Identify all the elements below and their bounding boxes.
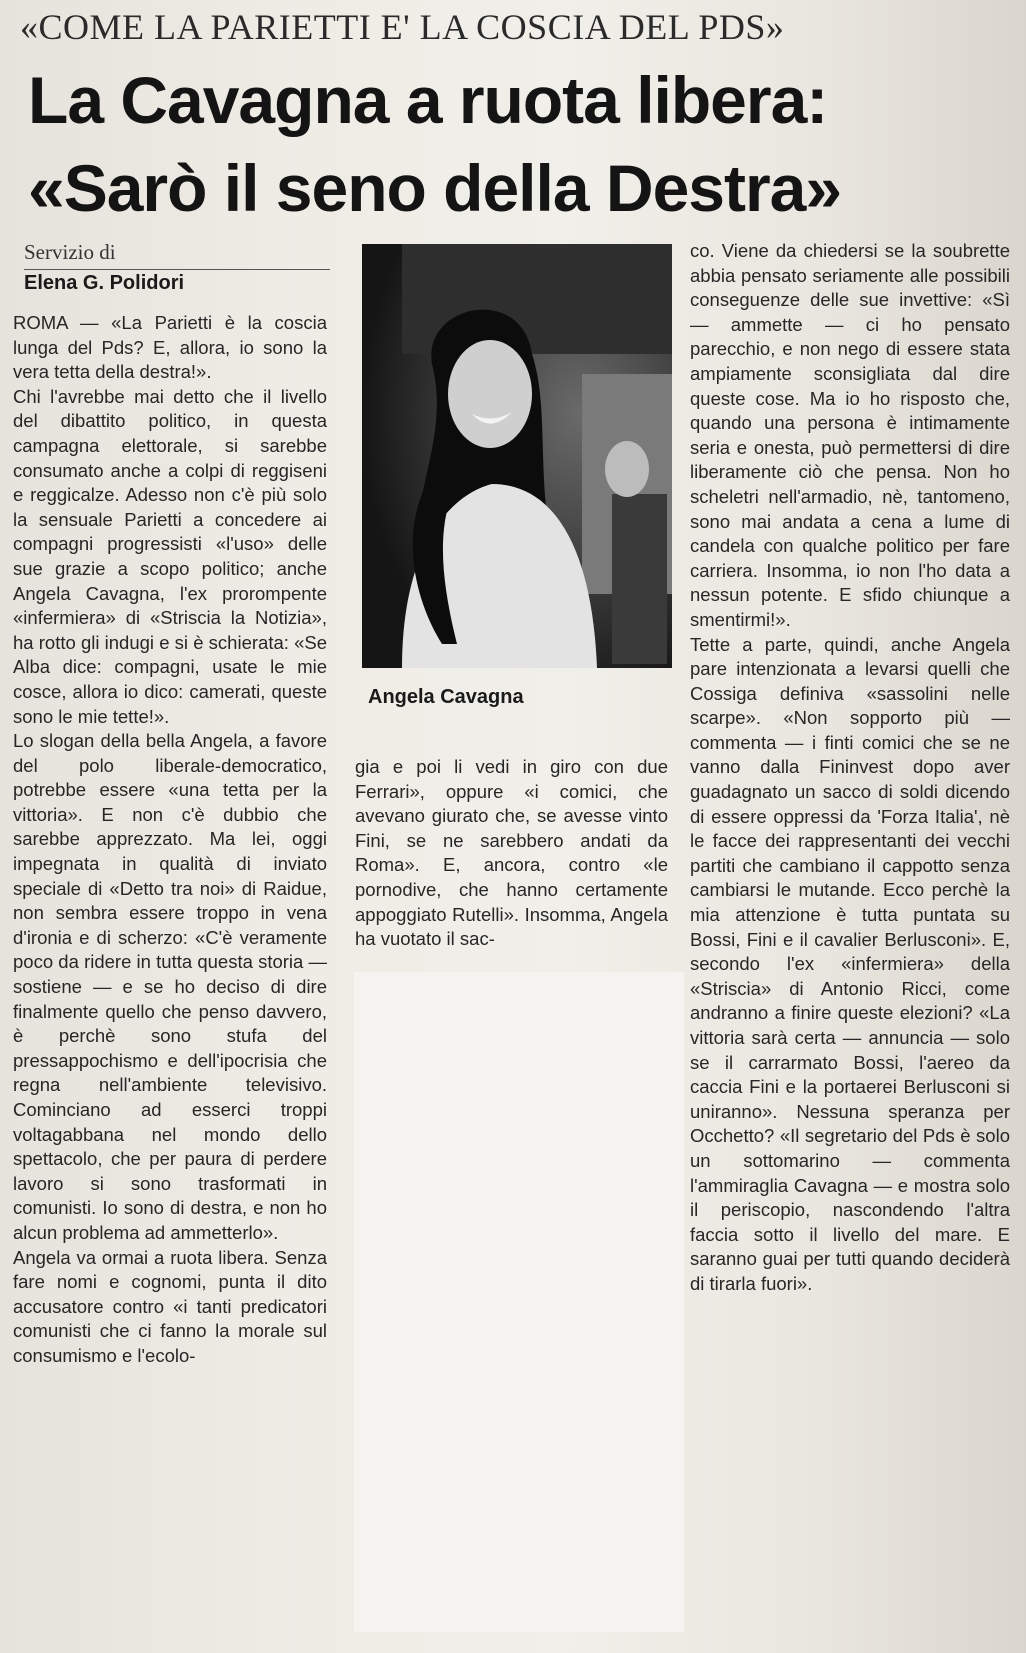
- photo-caption: Angela Cavagna: [368, 686, 524, 708]
- article-column-3: [690, 239, 1010, 1297]
- kicker-headline: «COME LA PARIETTI E' LA COSCIA DEL PDS»: [20, 7, 785, 47]
- main-headline-line-1: La Cavagna a ruota libera:: [28, 63, 828, 137]
- article-column-1: [13, 311, 327, 1369]
- byline-author: Elena G. Polidori: [24, 272, 185, 294]
- paragraph: gia e poi li vedi in giro con due Ferrari», oppure «i comici, che avevano giurato che, se avesse vinto Fini, se ne sarebbero andati da Roma». E, ancora, contro «le pornodive, che hanno certamente appoggiato Rutelli». Insomma, Angela ha vuotato il sac-: [355, 756, 668, 950]
- paragraph: co. Viene da chiedersi se la soubrette abbia pensato seriamente alle possibili conseguenze delle sue invettive: «Sì — ammette — ci ho pensato parecchio, e non nego di essere stata ampiamente sconsigliata dal dire queste cose. Ma io ho risposto che, quando una persona è intimamente seria e onesta, può permettersi di dire liberamente ciò che pensa. Non ho scheletri nell'armadio, nè, tantomeno, sono mai andata a cena a lume di candela con qualche politico per fare carriera. Insomma, io non l'ho data a nessun potente. E sfido chiunque a smentirmi!».: [690, 240, 1010, 630]
- blank-area: [354, 972, 684, 1632]
- byline-label: Servizio di: [24, 240, 116, 264]
- main-headline-line-2: «Sarò il seno della Destra»: [28, 151, 842, 225]
- portrait-photo-illustration: [362, 244, 672, 668]
- paragraph: Angela va ormai a ruota libera. Senza fare nomi e cognomi, punta il dito accusatore contro «i tanti predicatori comunisti che ci fanno la morale sul consumismo e l'ecolo-: [13, 1246, 327, 1366]
- paragraph: Tette a parte, quindi, anche Angela pare intenzionata a levarsi quelli che Cossiga definiva «sassolini nelle scarpe». «Non sopporto più — commenta — i finti comici che se ne vanno dalla Fininvest dopo aver guadagnato un sacco di soldi dicendo di essere oppressi da 'Forza Italia', nè le facce dei rappresentanti dei vecchi partiti che cambiano il cappotto senza cambiarsi le mutande. Ecco perchè la mia attenzione è tutta puntata su Bossi, Fini e il cavalier Berlusconi». E, secondo l'ex «infermiera» della «Striscia» di Antonio Ricci, come andranno a finire queste elezioni? «La vittoria sarà certa — annuncia — solo se il carrarmato Bossi, l'aereo da caccia Fini e la portaerei Berlusconi si uniranno». Nessuna speranza per Occhetto? «Il segretario del Pds è solo un sottomarino — commenta l'ammiraglia Cavagna — e mostra solo il periscopio, nascondendo l'altra faccia sotto il livello del mare. E saranno guai per tutti quando deciderà di tirarla fuori».: [690, 633, 1010, 1294]
- byline-divider: [24, 269, 330, 270]
- portrait-photo: [362, 244, 672, 668]
- paragraph: Lo slogan della bella Angela, a favore del polo liberale-democratico, potrebbe essere «una tetta per la vittoria». E non c'è dubbio che sarebbe apprezzato. Ma lei, oggi impegnata in qualità di inviato speciale di «Detto tra noi» di Raidue, non sembra essere troppo in vena d'ironia e di scherzo: «C'è veramente poco da ridere in tutta questa storia — sostiene — e se ho deciso di dire finalmente quello che penso davvero, è perchè sono stufa del pressappochismo e dell'ipocrisia che regna nell'ambiente televisivo. Cominciano ad esserci troppi voltagabbana nel mondo dello spettacolo, che per paura di perdere lavoro si sono trasformati in comunisti. Io sono di destra, e non ho alcun problema ad ammetterlo».: [13, 730, 327, 1243]
- paragraph: ROMA — «La Parietti è la coscia lunga del Pds? E, allora, io sono la vera tetta della destra!».: [13, 312, 327, 383]
- paragraph: Chi l'avrebbe mai detto che il livello del dibattito politico, in questa campagna elettorale, si sarebbe consumato anche a colpi di reggiseni e reggicalze. Adesso non c'è più solo la sensuale Parietti a concedere ai compagni progressisti «l'uso» delle sue grazie a scopo politico; anche Angela Cavagna, l'ex prorompente «infermiera» di «Striscia la Notizia», ha rotto gli indugi e si è schierata: «Se Alba dice: compagni, usate le mie cosce, allora io dico: camerati, queste sono le mie tette!».: [13, 385, 327, 727]
- article-column-2: [355, 755, 668, 952]
